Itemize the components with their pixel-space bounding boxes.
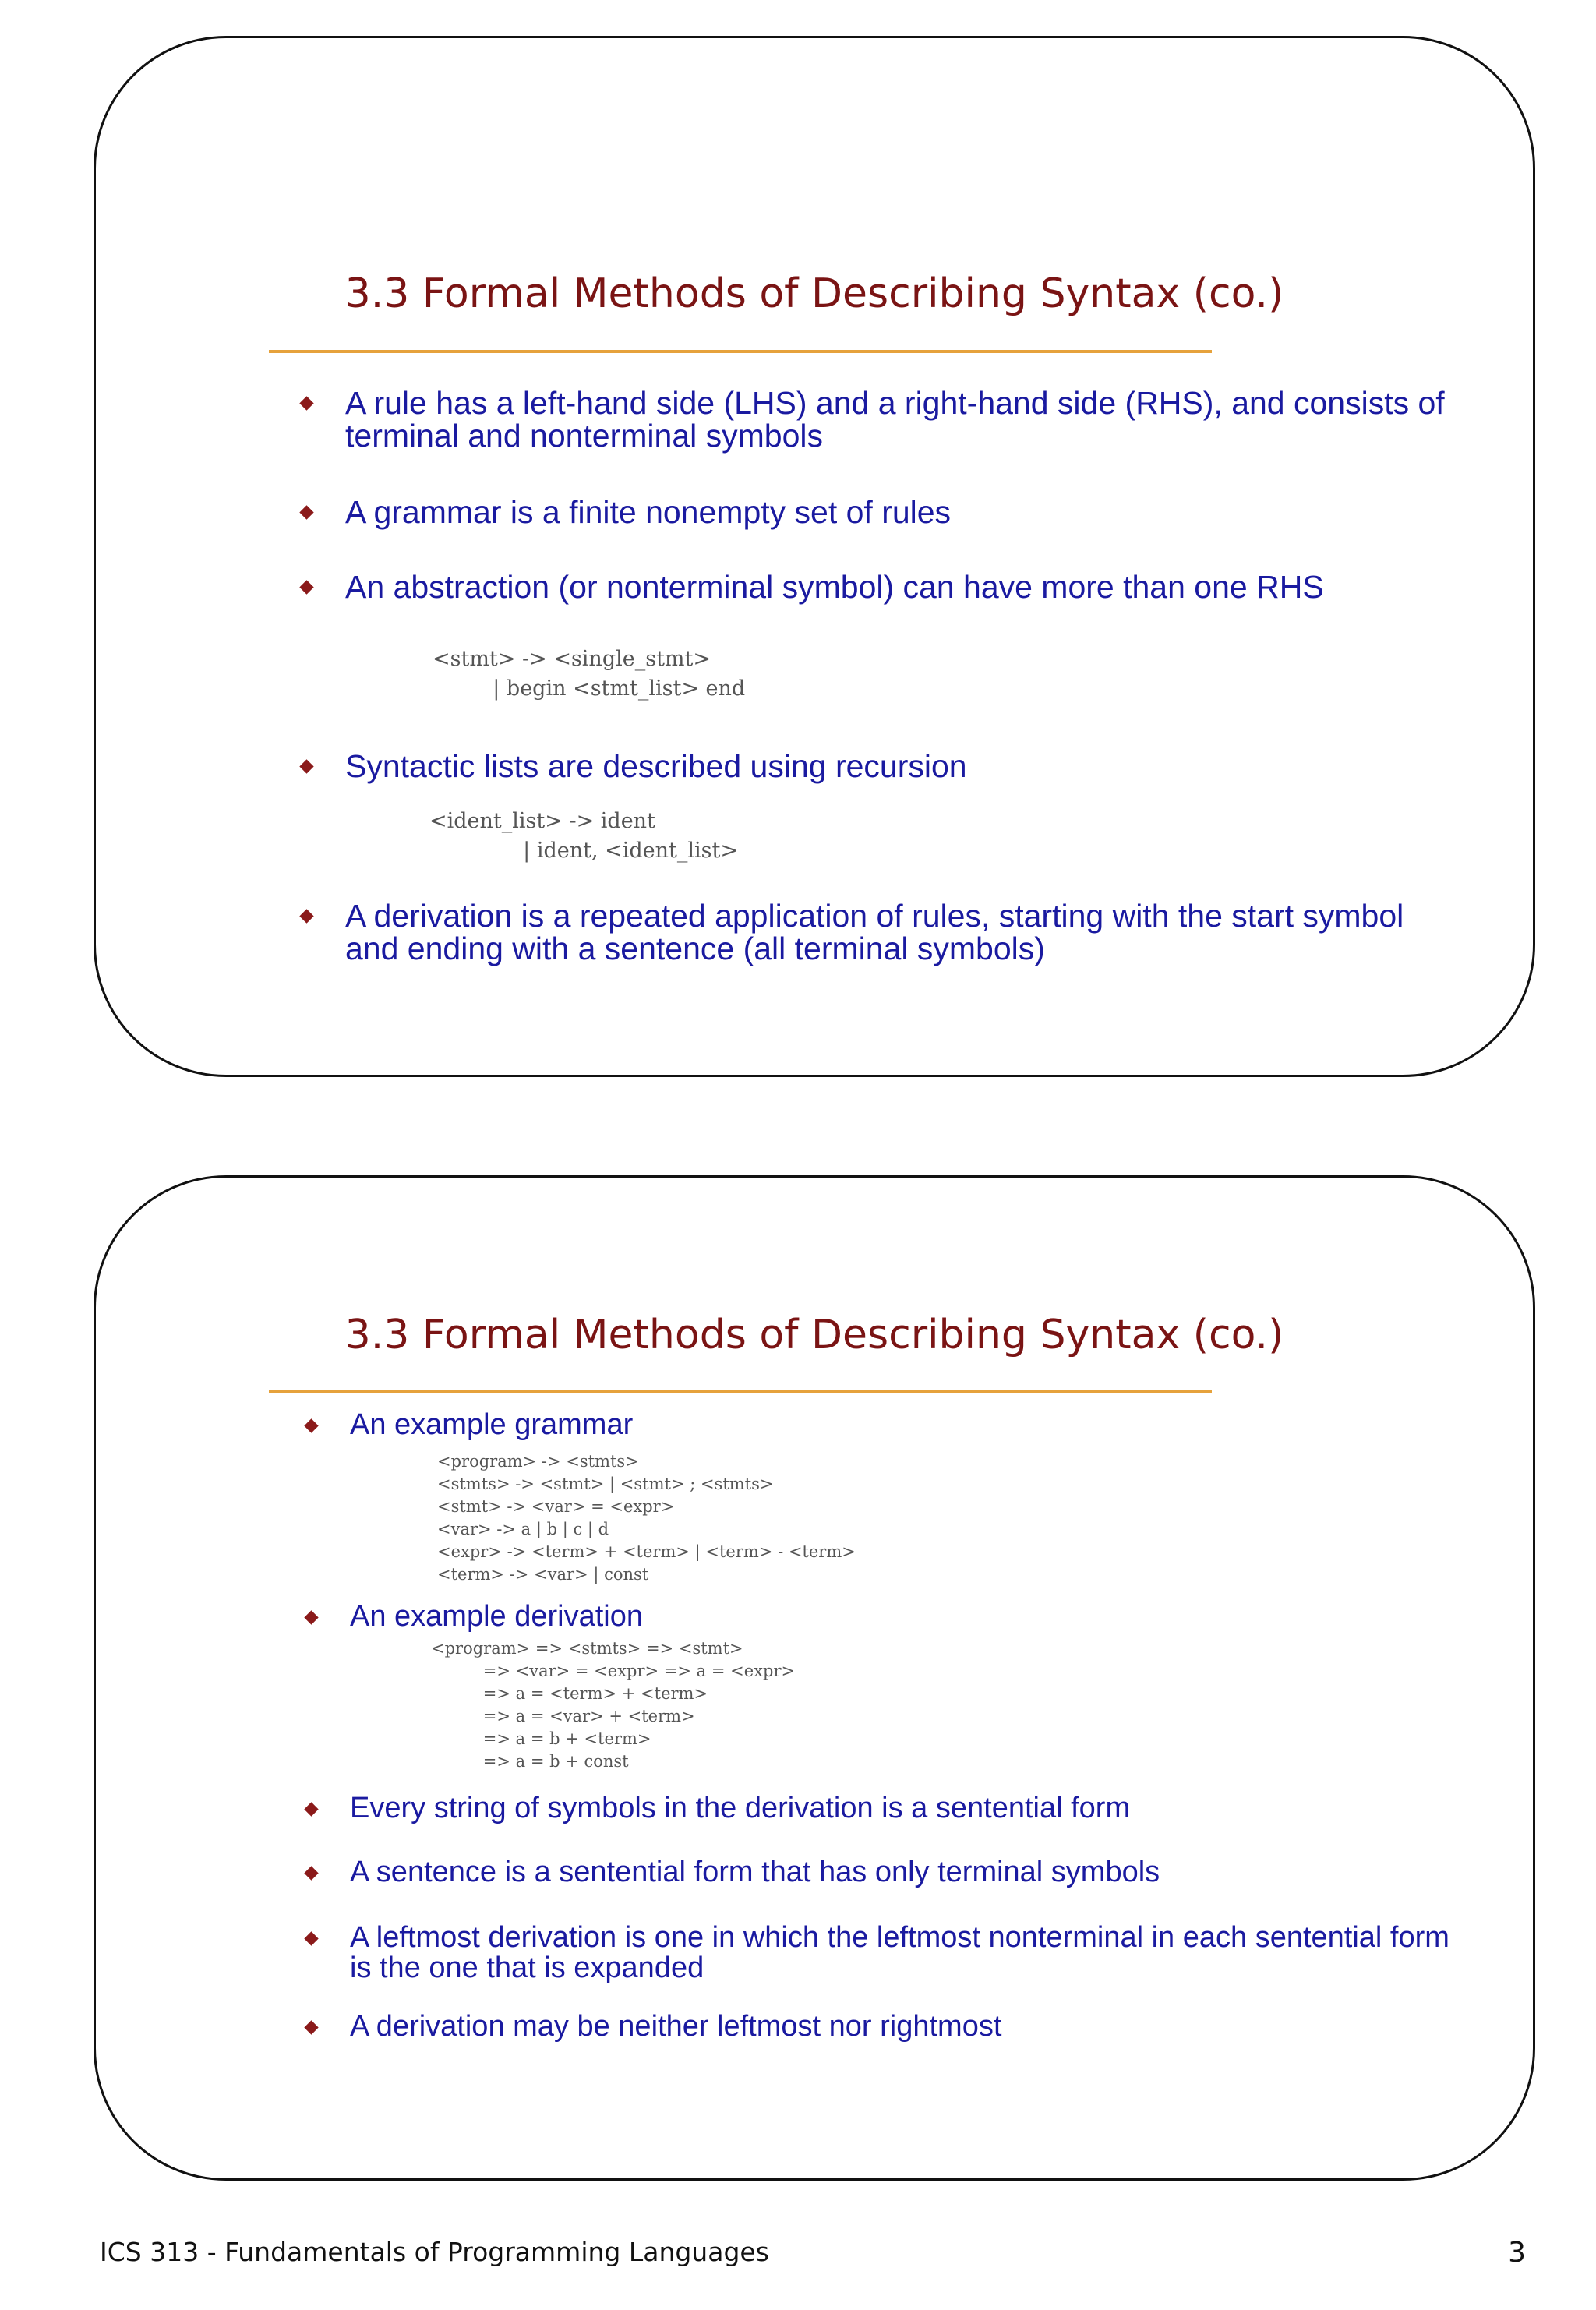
bullet-item: An example derivation bbox=[350, 1602, 1457, 1632]
slide-title: 3.3 Formal Methods of Describing Syntax (co.) bbox=[344, 1312, 1284, 1358]
slide-2 bbox=[94, 1175, 1535, 2181]
bullet-item: An example grammar bbox=[350, 1410, 1457, 1440]
title-divider bbox=[269, 350, 1212, 353]
bullet-item: Every string of symbols in the derivation is a sentential form bbox=[350, 1793, 1457, 1824]
bullet-item: A leftmost derivation is one in which the leftmost nonterminal in each sentential form is the one that is expanded bbox=[350, 1923, 1457, 1983]
slide-1 bbox=[94, 36, 1535, 1077]
page-number: 3 bbox=[1508, 2237, 1526, 2269]
title-divider bbox=[269, 1390, 1212, 1393]
slide-title: 3.3 Formal Methods of Describing Syntax (co.) bbox=[344, 270, 1284, 317]
footer-course-title: ICS 313 - Fundamentals of Programming Languages bbox=[100, 2237, 769, 2267]
bullet-item: A grammar is a finite nonempty set of rules bbox=[345, 496, 1452, 529]
code-snippet-derivation: <program> => <stmts> => <stmt> => <var> = <expr> => a = <expr> => a = <term> + <term> => a = <var> + <term> => a = b + <term> => a = b + const bbox=[431, 1639, 796, 1771]
bullet-item: A sentence is a sentential form that has only terminal symbols bbox=[350, 1857, 1457, 1888]
bullet-item: An abstraction (or nonterminal symbol) can have more than one RHS bbox=[345, 571, 1452, 604]
code-snippet-stmt: <stmt> -> <single_stmt> | begin <stmt_list> end bbox=[433, 647, 746, 701]
bullet-item: A derivation is a repeated application of rules, starting with the start symbol and ending with a sentence (all terminal symbols) bbox=[345, 900, 1452, 966]
bullet-item: A rule has a left-hand side (LHS) and a right-hand side (RHS), and consists of terminal and nonterminal symbols bbox=[345, 387, 1452, 453]
code-snippet-ident-list: <ident_list> -> ident | ident, <ident_list> bbox=[429, 809, 738, 863]
code-snippet-grammar: <program> -> <stmts> <stmts> -> <stmt> | <stmt> ; <stmts> <stmt> -> <var> = <expr> <var> -> a | b | c | d <expr> -> <term> + <term> | <term> - <term> <term> -> <var> | const bbox=[437, 1452, 856, 1584]
bullet-item: Syntactic lists are described using recursion bbox=[345, 751, 1452, 783]
bullet-item: A derivation may be neither leftmost nor rightmost bbox=[350, 2012, 1457, 2042]
